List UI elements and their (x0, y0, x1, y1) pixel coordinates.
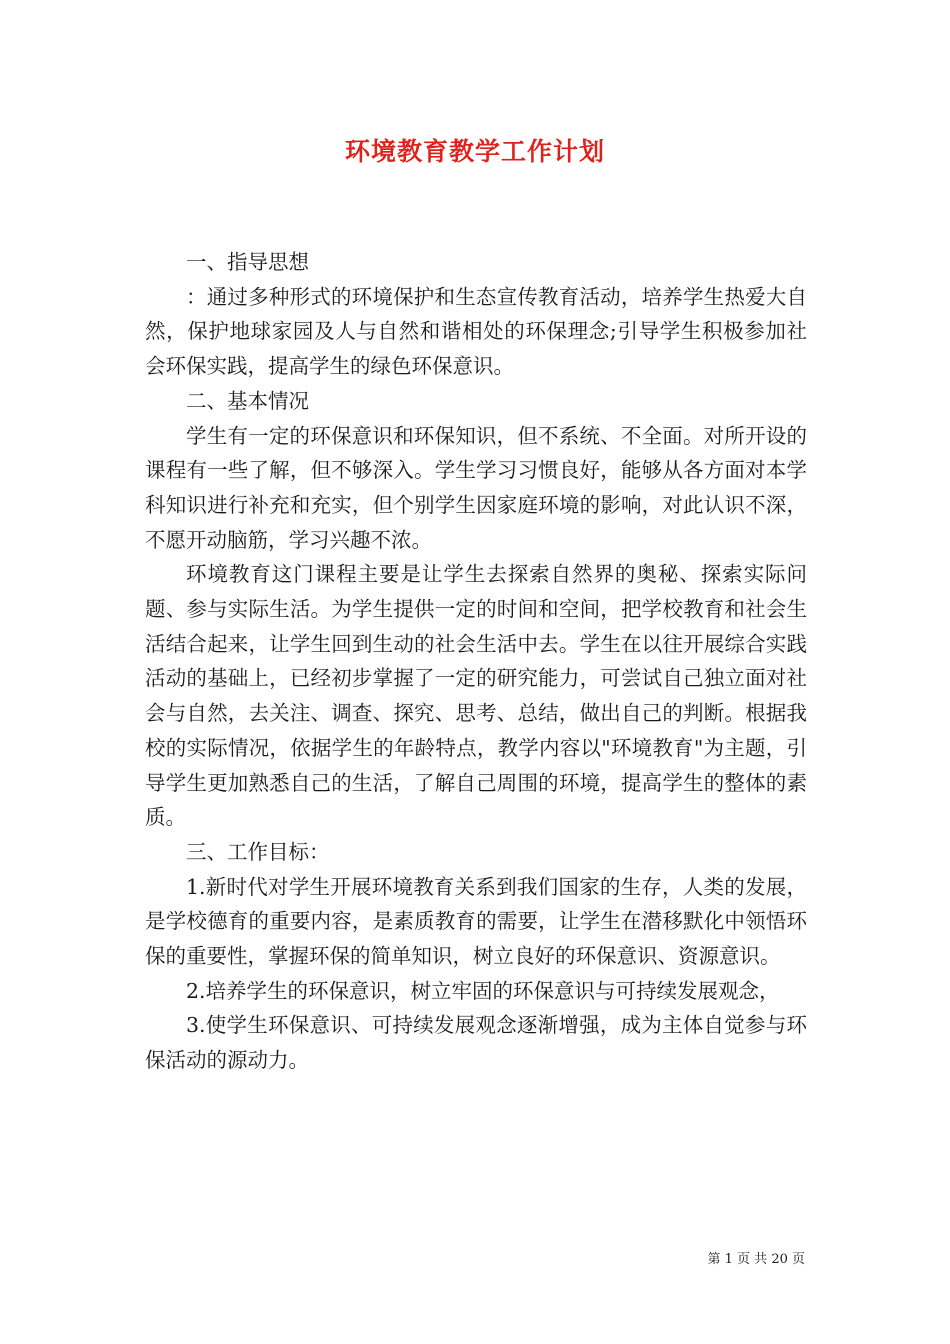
heading-guiding-thought: 一、指导思想 (186, 250, 309, 274)
document-title: 环境教育教学工作计划 (344, 137, 605, 166)
heading-work-goals: 三、工作目标： (186, 839, 330, 864)
paragraph-goal-1: 1.新时代对学生开展环境教育关系到我们国家的生存，人类的发展，是学校德育的重要内容，是素质教育的需要，让学生在潜移默化中领悟环保的重要性，掌握环保的简单知识，树立良好的环保意识、资源意识。 (145, 874, 807, 969)
heading-basic-situation: 二、基本情况 (186, 388, 309, 413)
paragraph-guiding-thought: ：通过多种形式的环境保护和生态宣传教育活动，培养学生热爱大自然，保护地球家园及人与自然和谐相处的环保理念;引导学生积极参加社会环保实践，提高学生的绿色环保意识。 (145, 284, 807, 379)
paragraph-goal-3: 3.使学生环保意识、可持续发展观念逐渐增强，成为主体自觉参与环保活动的源动力。 (145, 1013, 807, 1073)
paragraph-basic-situation-1: 学生有一定的环保意识和环保知识，但不系统、不全面。对所开设的课程有一些了解，但不够深入。学生学习习惯良好，能够从各方面对本学科知识进行补充和充实，但个别学生因家庭环境的影响，对此认识不深，不愿开动脑筋，学习兴趣不浓。 (145, 423, 807, 552)
page-number-footer: 第 1 页 共 20 页 (707, 1252, 805, 1267)
paragraph-goal-2: 2.培养学生的环保意识，树立牢固的环保意识与可持续发展观念， (186, 978, 780, 1003)
document-body (145, 245, 807, 1078)
paragraph-basic-situation-2: 环境教育这门课程主要是让学生去探索自然界的奥秘、探索实际问题、参与实际生活。为学生提供一定的时间和空间，把学校教育和社会生活结合起来，让学生回到生动的社会生活中去。学生在以往开展综合实践活动的基础上，已经初步掌握了一定的研究能力，可尝试自己独立面对社会与自然，去关注、调查、探究、思考、总结，做出自己的判断。根据我校的实际情况，依据学生的年龄特点，教学内容以"环境教育"为主题，引导学生更加熟悉自己的生活，了解自己周围的环境，提高学生的整体的素质。 (145, 562, 807, 830)
